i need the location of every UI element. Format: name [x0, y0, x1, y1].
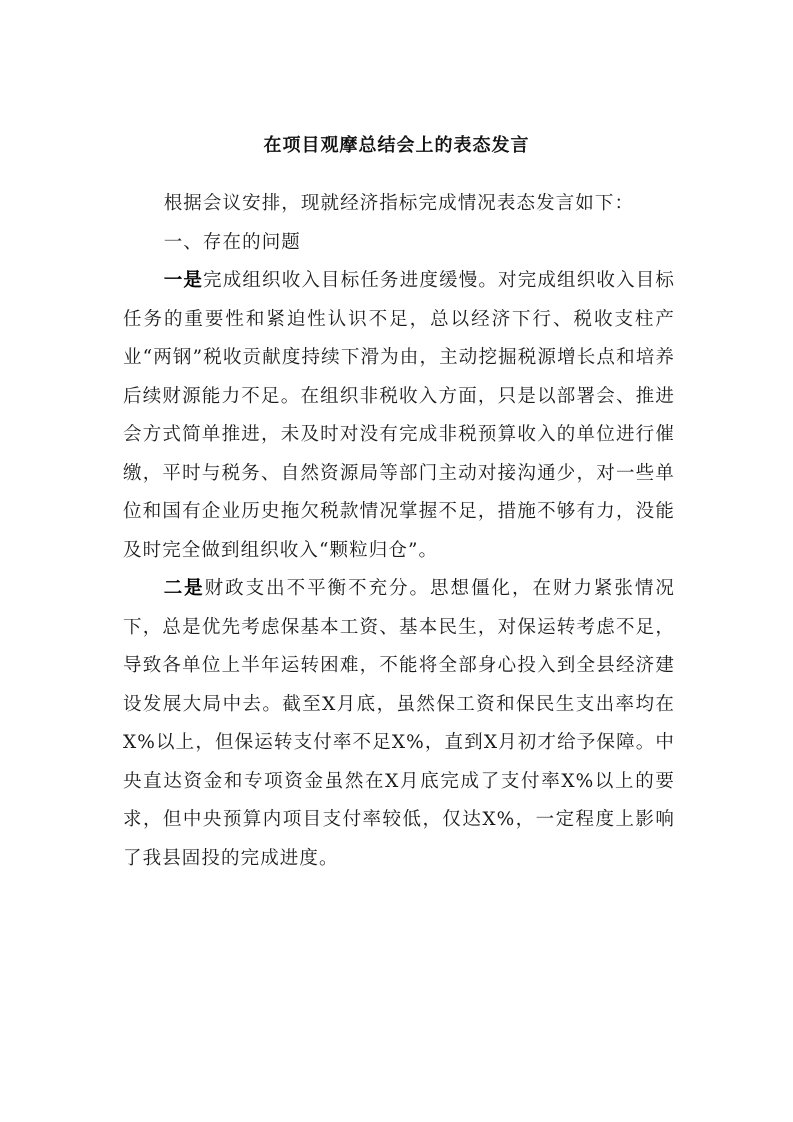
section-heading: 一、存在的问题 — [163, 231, 301, 253]
document-body — [123, 185, 675, 878]
intro-paragraph: 根据会议安排，现就经济指标完成情况表态发言如下： — [163, 193, 635, 214]
paragraph-1-text: 完成组织收入目标任务进度缓慢。对完成组织收入目标任务的重要性和紧迫性认识不足，总以经济下行、税收支柱产业“两钢”税收贡献度持续下滑为由，主动挖掘税源增长点和培养后续财源能力不足。在组织非税收入方面，只是以部署会、推进会方式简单推进，未及时对没有完成非税预算收入的单位进行催缴，平时与税务、自然资源局等部门主动对接沟通少，对一些单位和国有企业历史拖欠税款情况掌握不足，措施不够有力，没能及时完全做到组织收入“颗粒归仓”。 — [123, 270, 676, 561]
paragraph-1 — [123, 262, 675, 570]
document-title: 在项目观摩总结会上的表态发言 — [263, 135, 530, 156]
paragraph-2 — [123, 570, 675, 878]
paragraph-1-lead: 一是 — [163, 270, 204, 291]
paragraph-2-text: 财政支出不平衡不充分。思想僵化，在财力紧张情况下，总是优先考虑保基本工资、基本民生，对保运转考虑不足，导致各单位上半年运转困难，不能将全部身心投入到全县经济建设发展大局中去。截至X月底，虽然保工资和保民生支出率均在X%以上，但保运转支付率不足X%，直到X月初才给予保障。中央直达资金和专项资金虽然在X月底完成了支付率X%以上的要求，但中央预算内项目支付率较低，仅达X%，一定程度上影响了我县固投的完成进度。 — [123, 578, 675, 869]
paragraph-2-lead: 二是 — [163, 578, 205, 599]
